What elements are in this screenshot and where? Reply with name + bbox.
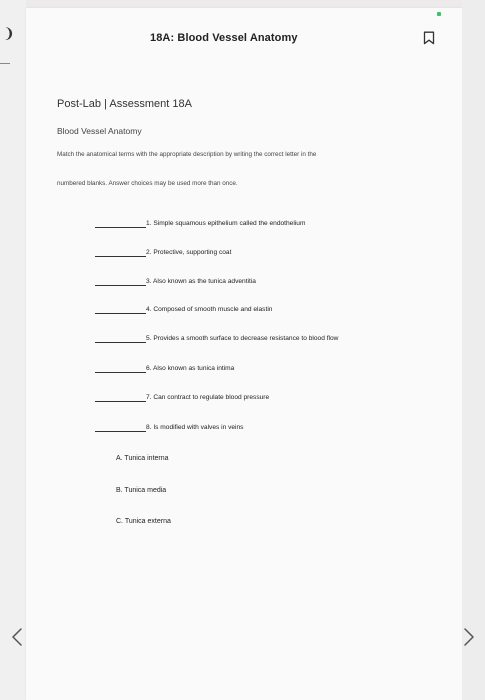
question-row: [95, 276, 425, 288]
answer-blank[interactable]: [95, 256, 146, 257]
left-divider: [0, 63, 10, 64]
worksheet-subheading: Blood Vessel Anatomy: [57, 126, 142, 136]
answer-blank[interactable]: [95, 313, 146, 314]
assessment-heading: Post-Lab | Assessment 18A: [57, 98, 192, 110]
question-text: 6. Also known as tunica intima: [146, 365, 235, 372]
question-text: 5. Provides a smooth surface to decrease resistance to blood flow: [146, 335, 339, 342]
question-row: [95, 247, 425, 259]
left-edge-glyph: ❩: [3, 25, 15, 41]
answer-choice: A. Tunica interna: [116, 455, 169, 462]
question-text: 4. Composed of smooth muscle and elastin: [146, 306, 273, 313]
question-text: 8. Is modified with valves in veins: [146, 424, 244, 431]
question-text: 7. Can contract to regulate blood pressure: [146, 394, 270, 401]
instructions-line-1: Match the anatomical terms with the appropriate description by writing the correct letter in the: [57, 151, 317, 158]
page-title: 18A: Blood Vessel Anatomy: [150, 32, 298, 44]
question-row: [95, 218, 425, 230]
answer-blank[interactable]: [95, 342, 146, 343]
question-row: [95, 363, 425, 375]
left-bezel: [0, 0, 26, 700]
answer-blank[interactable]: [95, 372, 146, 373]
answer-choice: B. Tunica media: [116, 487, 167, 494]
right-bezel: [462, 0, 485, 700]
question-row: [95, 333, 425, 345]
answer-blank[interactable]: [95, 431, 146, 432]
instructions-line-2: numbered blanks. Answer choices may be used more than once.: [57, 180, 238, 187]
chevron-right-icon[interactable]: [461, 626, 477, 648]
question-text: 3. Also known as the tunica adventitia: [146, 278, 256, 285]
bookmark-icon[interactable]: [423, 31, 435, 45]
question-row: [95, 304, 425, 316]
status-dot: [437, 12, 441, 16]
question-row: [95, 422, 425, 434]
question-text: 1. Simple squamous epithelium called the endothelium: [146, 220, 306, 227]
chevron-left-icon[interactable]: [9, 626, 25, 648]
question-text: 2. Protective, supporting coat: [146, 249, 232, 256]
answer-choice: C. Tunica externa: [116, 518, 171, 525]
document-page: [26, 8, 462, 700]
answer-blank[interactable]: [95, 401, 146, 402]
answer-blank[interactable]: [95, 285, 146, 286]
answer-blank[interactable]: [95, 227, 146, 228]
question-row: [95, 392, 425, 404]
